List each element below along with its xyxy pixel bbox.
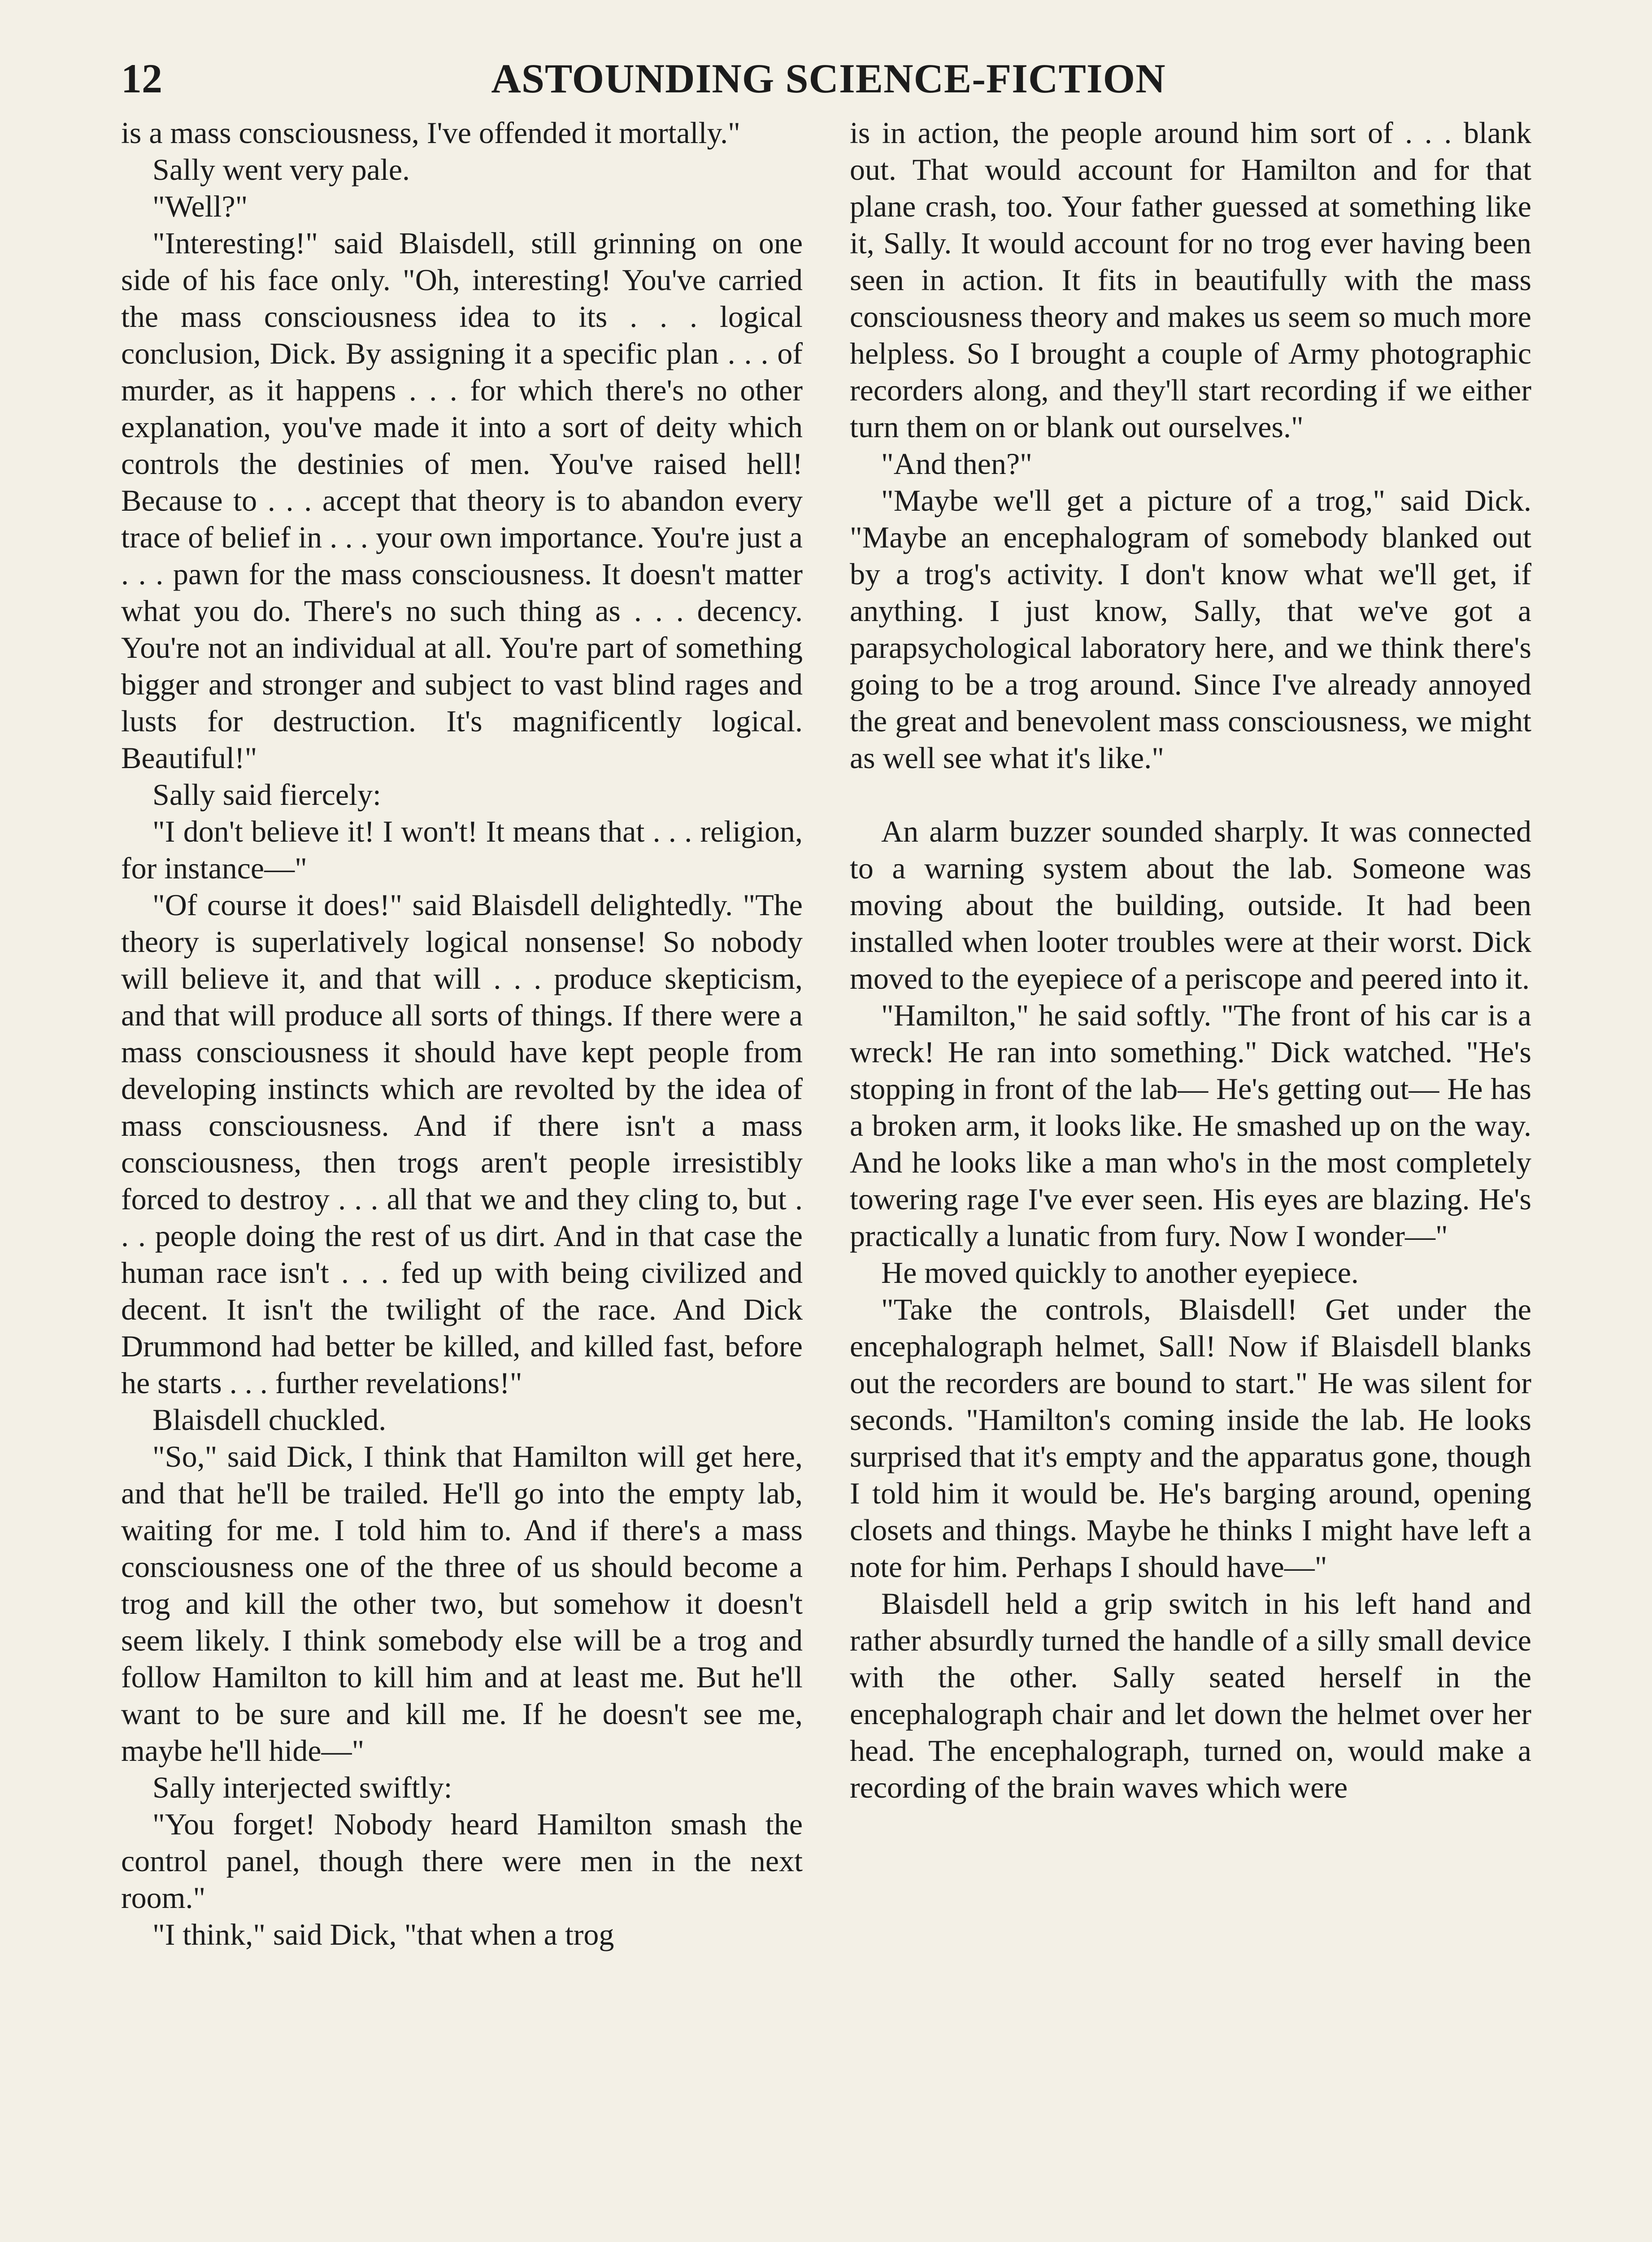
paragraph: Blaisdell chuckled.	[152, 1403, 387, 1437]
left-column	[121, 114, 803, 1953]
paragraph: He moved quickly to another eyepiece.	[881, 1256, 1359, 1290]
paragraph: "Hamilton," he said softly. "The front of his car is a wreck! He ran into something." Dick watched. "He's stopping in front of the lab— He's getting out— He has a broken arm, it looks like. He smashed up on the way. And he looks like a man who's in the most completely towering rage I've ever seen. His eyes are blazing. He's practically a lunatic from fury. Now I wonder—"	[850, 998, 1531, 1253]
paragraph: "And then?"	[881, 447, 1032, 481]
right-column	[850, 114, 1531, 1806]
paragraph: "Of course it does!" said Blaisdell delightedly. "The theory is superlatively logical nonsense! So nobody will believe it, and that will . . . produce skepticism, and that will produce all sorts of things. If there were a mass consciousness it should have kept people from developing instincts which are revolted by the idea of mass consciousness. And if there isn't a mass consciousness, then trogs aren't people irresistibly forced to destroy . . . all that we and they cling to, but . . . people doing the rest of us dirt. And in that case the human race isn't . . . fed up with being civilized and decent. It isn't the twilight of the race. And Dick Drummond had better be killed, and killed fast, before he starts . . . further revelations!"	[121, 888, 803, 1400]
paragraph: "You forget! Nobody heard Hamilton smash the control panel, though there were men in the next room."	[121, 1807, 803, 1915]
page-number: 12	[121, 56, 162, 101]
paragraph: is a mass consciousness, I've offended it mortally."	[121, 116, 740, 150]
paragraph: "So," said Dick, I think that Hamilton will get here, and that he'll be trailed. He'll go into the empty lab, waiting for me. I told him to. And if there's a mass consciousness one of the three of us should become a trog and kill the other two, but somehow it doesn't seem likely. I think somebody else will be a trog and follow Hamilton to kill him and at least me. But he'll want to be sure and kill me. If he doesn't see me, maybe he'll hide—"	[121, 1439, 803, 1768]
paragraph: "Maybe we'll get a picture of a trog," said Dick. "Maybe an encephalogram of somebody blanked out by a trog's activity. I don't know what we'll get, if anything. I just know, Sally, that we've got a parapsychological laboratory here, and we think there's going to be a trog around. Since I've already annoyed the great and benevolent mass consciousness, we might as well see what it's like."	[850, 483, 1531, 775]
paragraph: Blaisdell held a grip switch in his left hand and rather absurdly turned the handle of a silly small device with the other. Sally seated herself in the encephalograph chair and let down the helmet over her head. The encephalograph, turned on, would make a recording of the brain waves which were	[850, 1586, 1531, 1804]
paragraph: "Take the controls, Blaisdell! Get under the encephalograph helmet, Sall! Now if Blaisdell blanks out the recorders are bound to start." He was silent for seconds. "Hamilton's coming inside the lab. He looks surprised that it's empty and the apparatus gone, though I told him it would be. He's barging around, opening closets and things. Maybe he thinks I might have left a note for him. Perhaps I should have—"	[850, 1292, 1531, 1584]
paragraph: Sally interjected swiftly:	[152, 1770, 452, 1804]
paragraph: "I don't believe it! I won't! It means that . . . religion, for instance—"	[121, 814, 803, 885]
paragraph: "Well?"	[152, 189, 248, 223]
page-header	[121, 45, 1536, 117]
paragraph: Sally said fiercely:	[152, 778, 381, 812]
paragraph: Sally went very pale.	[152, 152, 410, 187]
paragraph: "I think," said Dick, "that when a trog	[152, 1917, 614, 1951]
paragraph: is in action, the people around him sort of . . . blank out. That would account for Hamilton and for that plane crash, too. Your father guessed at something like it, Sally. It would account for no trog ever having been seen in action. It fits in beautifully with the mass consciousness theory and makes us seem so much more helpless. So I brought a couple of Army photographic recorders along, and they'll start recording if we either turn them on or blank out ourselves."	[850, 116, 1531, 444]
paragraph: An alarm buzzer sounded sharply. It was connected to a warning system about the lab. Someone was moving about the building, outside. It had been installed when looter troubles were at their worst. Dick moved to the eyepiece of a periscope and peered into it.	[850, 814, 1531, 995]
paragraph: "Interesting!" said Blaisdell, still grinning on one side of his face only. "Oh, interesting! You've carried the mass consciousness idea to its . . . logical conclusion, Dick. By assigning it a specific plan . . . of murder, as it happens . . . for which there's no other explanation, you've made it into a sort of deity which controls the destinies of men. You've raised hell! Because to . . . accept that theory is to abandon every trace of belief in . . . your own importance. You're just a . . . pawn for the mass consciousness. It doesn't matter what you do. There's no such thing as . . . decency. You're not an individual at all. You're part of something bigger and stronger and subject to vast blind rages and lusts for destruction. It's magnificently logical. Beautiful!"	[121, 226, 803, 775]
running-title: ASTOUNDING SCIENCE-FICTION	[491, 56, 1166, 101]
